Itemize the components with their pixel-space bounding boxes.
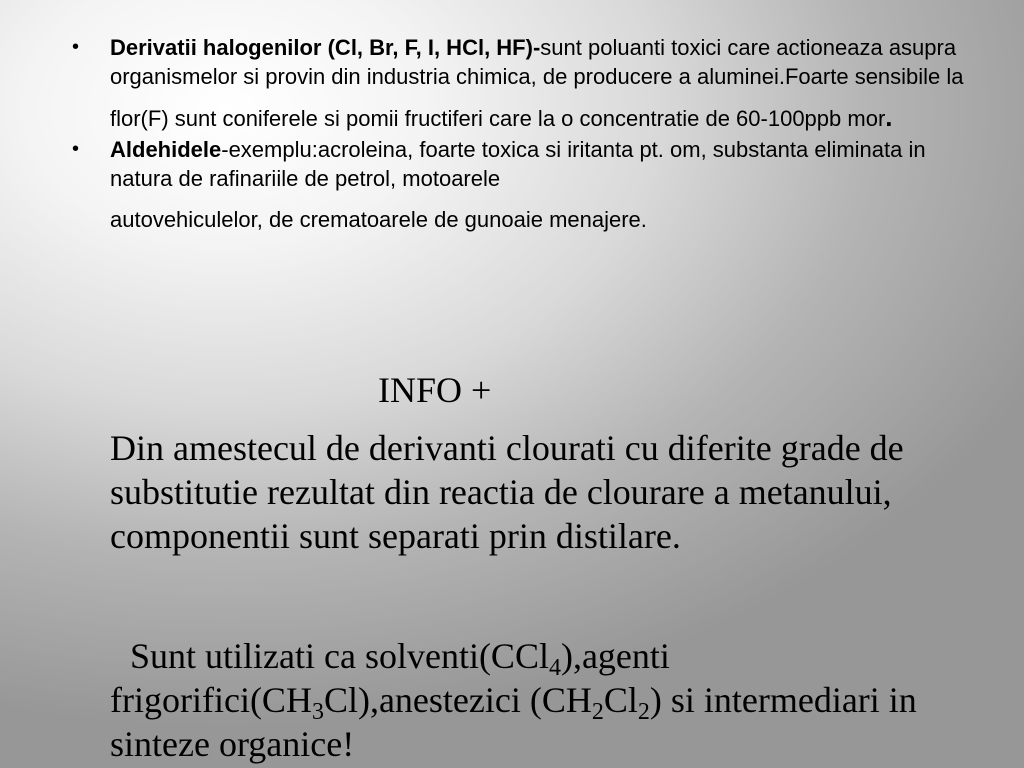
- bullet-dot: •: [72, 36, 80, 58]
- info-paragraph-1: Din amestecul de derivanti clourati cu diferite grade de substitutie rezultat din reactia de clourare a metanului, componentii sunt separati prin distilare.: [110, 428, 904, 556]
- info-title: INFO +: [378, 370, 492, 410]
- p2-text-5: ) si intermediari in sinteze organice!: [110, 680, 917, 764]
- bullet-text-halogen: sunt poluanti toxici care actioneaza asupra organismelor si provin din industria chimica, de producere a aluminei.Foarte sensibile la flor(F) sunt coniferele si: [110, 35, 964, 131]
- p2-text-2: ),agenti frigorifici(CH: [110, 636, 670, 720]
- bullet-aldehydes: [68, 135, 968, 234]
- info-paragraph-2: [110, 634, 990, 766]
- bullet-text-aldehydes: -exemplu:acroleina, foarte toxica si iritanta pt. om, substanta eliminata in natura de rafinariile de petrol, motoarele: [110, 137, 926, 191]
- p2-sub-3: 2: [591, 699, 604, 725]
- p2-sub-1: 4: [548, 655, 561, 681]
- bullet-end-dot: .: [885, 102, 893, 132]
- bullet-text-halogen-end: [346, 103, 893, 133]
- p2-text-3: Cl),anestezici (CH: [323, 680, 592, 720]
- p2-text-4: Cl: [603, 680, 638, 720]
- bullet-lead-halogen: Derivatii halogenilor (Cl, Br, F, I, HCl, HF)-: [110, 35, 541, 60]
- p2-sub-4: 2: [637, 699, 650, 725]
- bullet-dot: •: [72, 138, 80, 160]
- bullet-text-aldehydes-end: autovehiculelor, de crematoarele de gunoaie menajere.: [110, 207, 647, 232]
- p2-sub-2: 3: [311, 699, 324, 725]
- p2-text-1: Sunt utilizati ca solventi(CCl: [130, 636, 549, 676]
- bullet-lead-aldehydes: Aldehidele: [110, 137, 222, 162]
- bullet-list: [68, 33, 968, 234]
- bullet-halogen-derivatives: [68, 33, 968, 133]
- bullet-text-halogen-last: pomii fructiferi care la o concentratie de 60-100ppb mor: [345, 106, 886, 131]
